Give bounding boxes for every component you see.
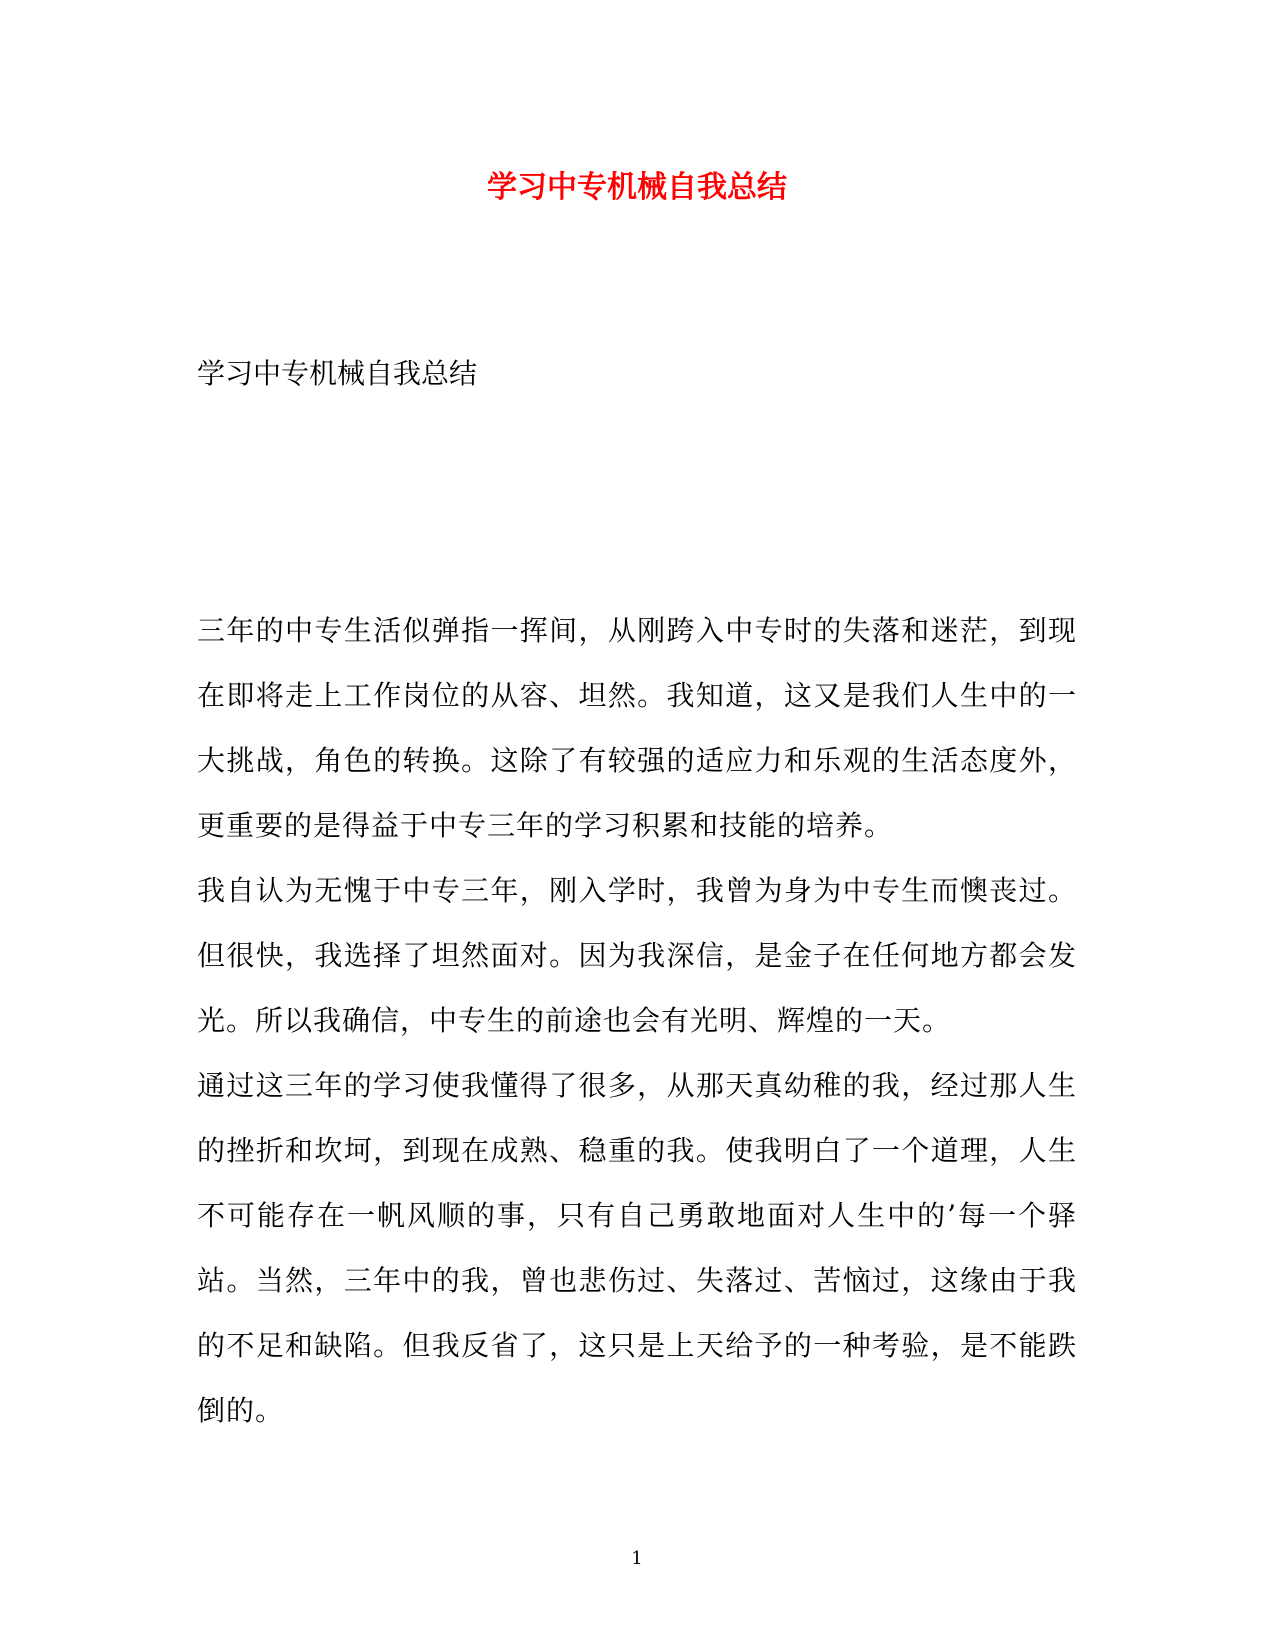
document-heading: 学习中专机械自我总结	[197, 357, 478, 390]
page-number: 1	[631, 1548, 643, 1569]
paragraph-3: 通过这三年的学习使我懂得了很多，从那天真幼稚的我，经过那人生的挫折和坎坷，到现在成熟、稳重的我。使我明白了一个道理，人生不可能存在一帆风顺的事，只有自己勇敢地面对人生中的’每一个驿站。当然，三年中的我，曾也悲伤过、失落过、苦恼过，这缘由于我的不足和缺陷。但我反省了，这只是上天给予的一种考验，是不能跌倒的。	[197, 1069, 1077, 1427]
page-title: 学习中专机械自我总结	[487, 170, 787, 205]
paragraph-1: 三年的中专生活似弹指一挥间，从刚跨入中专时的失落和迷茫，到现在即将走上工作岗位的从容、坦然。我知道，这又是我们人生中的一大挑战，角色的转换。这除了有较强的适应力和乐观的生活态度外，更重要的是得益于中专三年的学习积累和技能的培养。	[197, 614, 1077, 842]
paragraph-2: 我自认为无愧于中专三年，刚入学时，我曾为身为中专生而懊丧过。但很快，我选择了坦然面对。因为我深信，是金子在任何地方都会发光。所以我确信，中专生的前途也会有光明、辉煌的一天。	[197, 874, 1077, 1037]
document-body	[197, 598, 1077, 1443]
